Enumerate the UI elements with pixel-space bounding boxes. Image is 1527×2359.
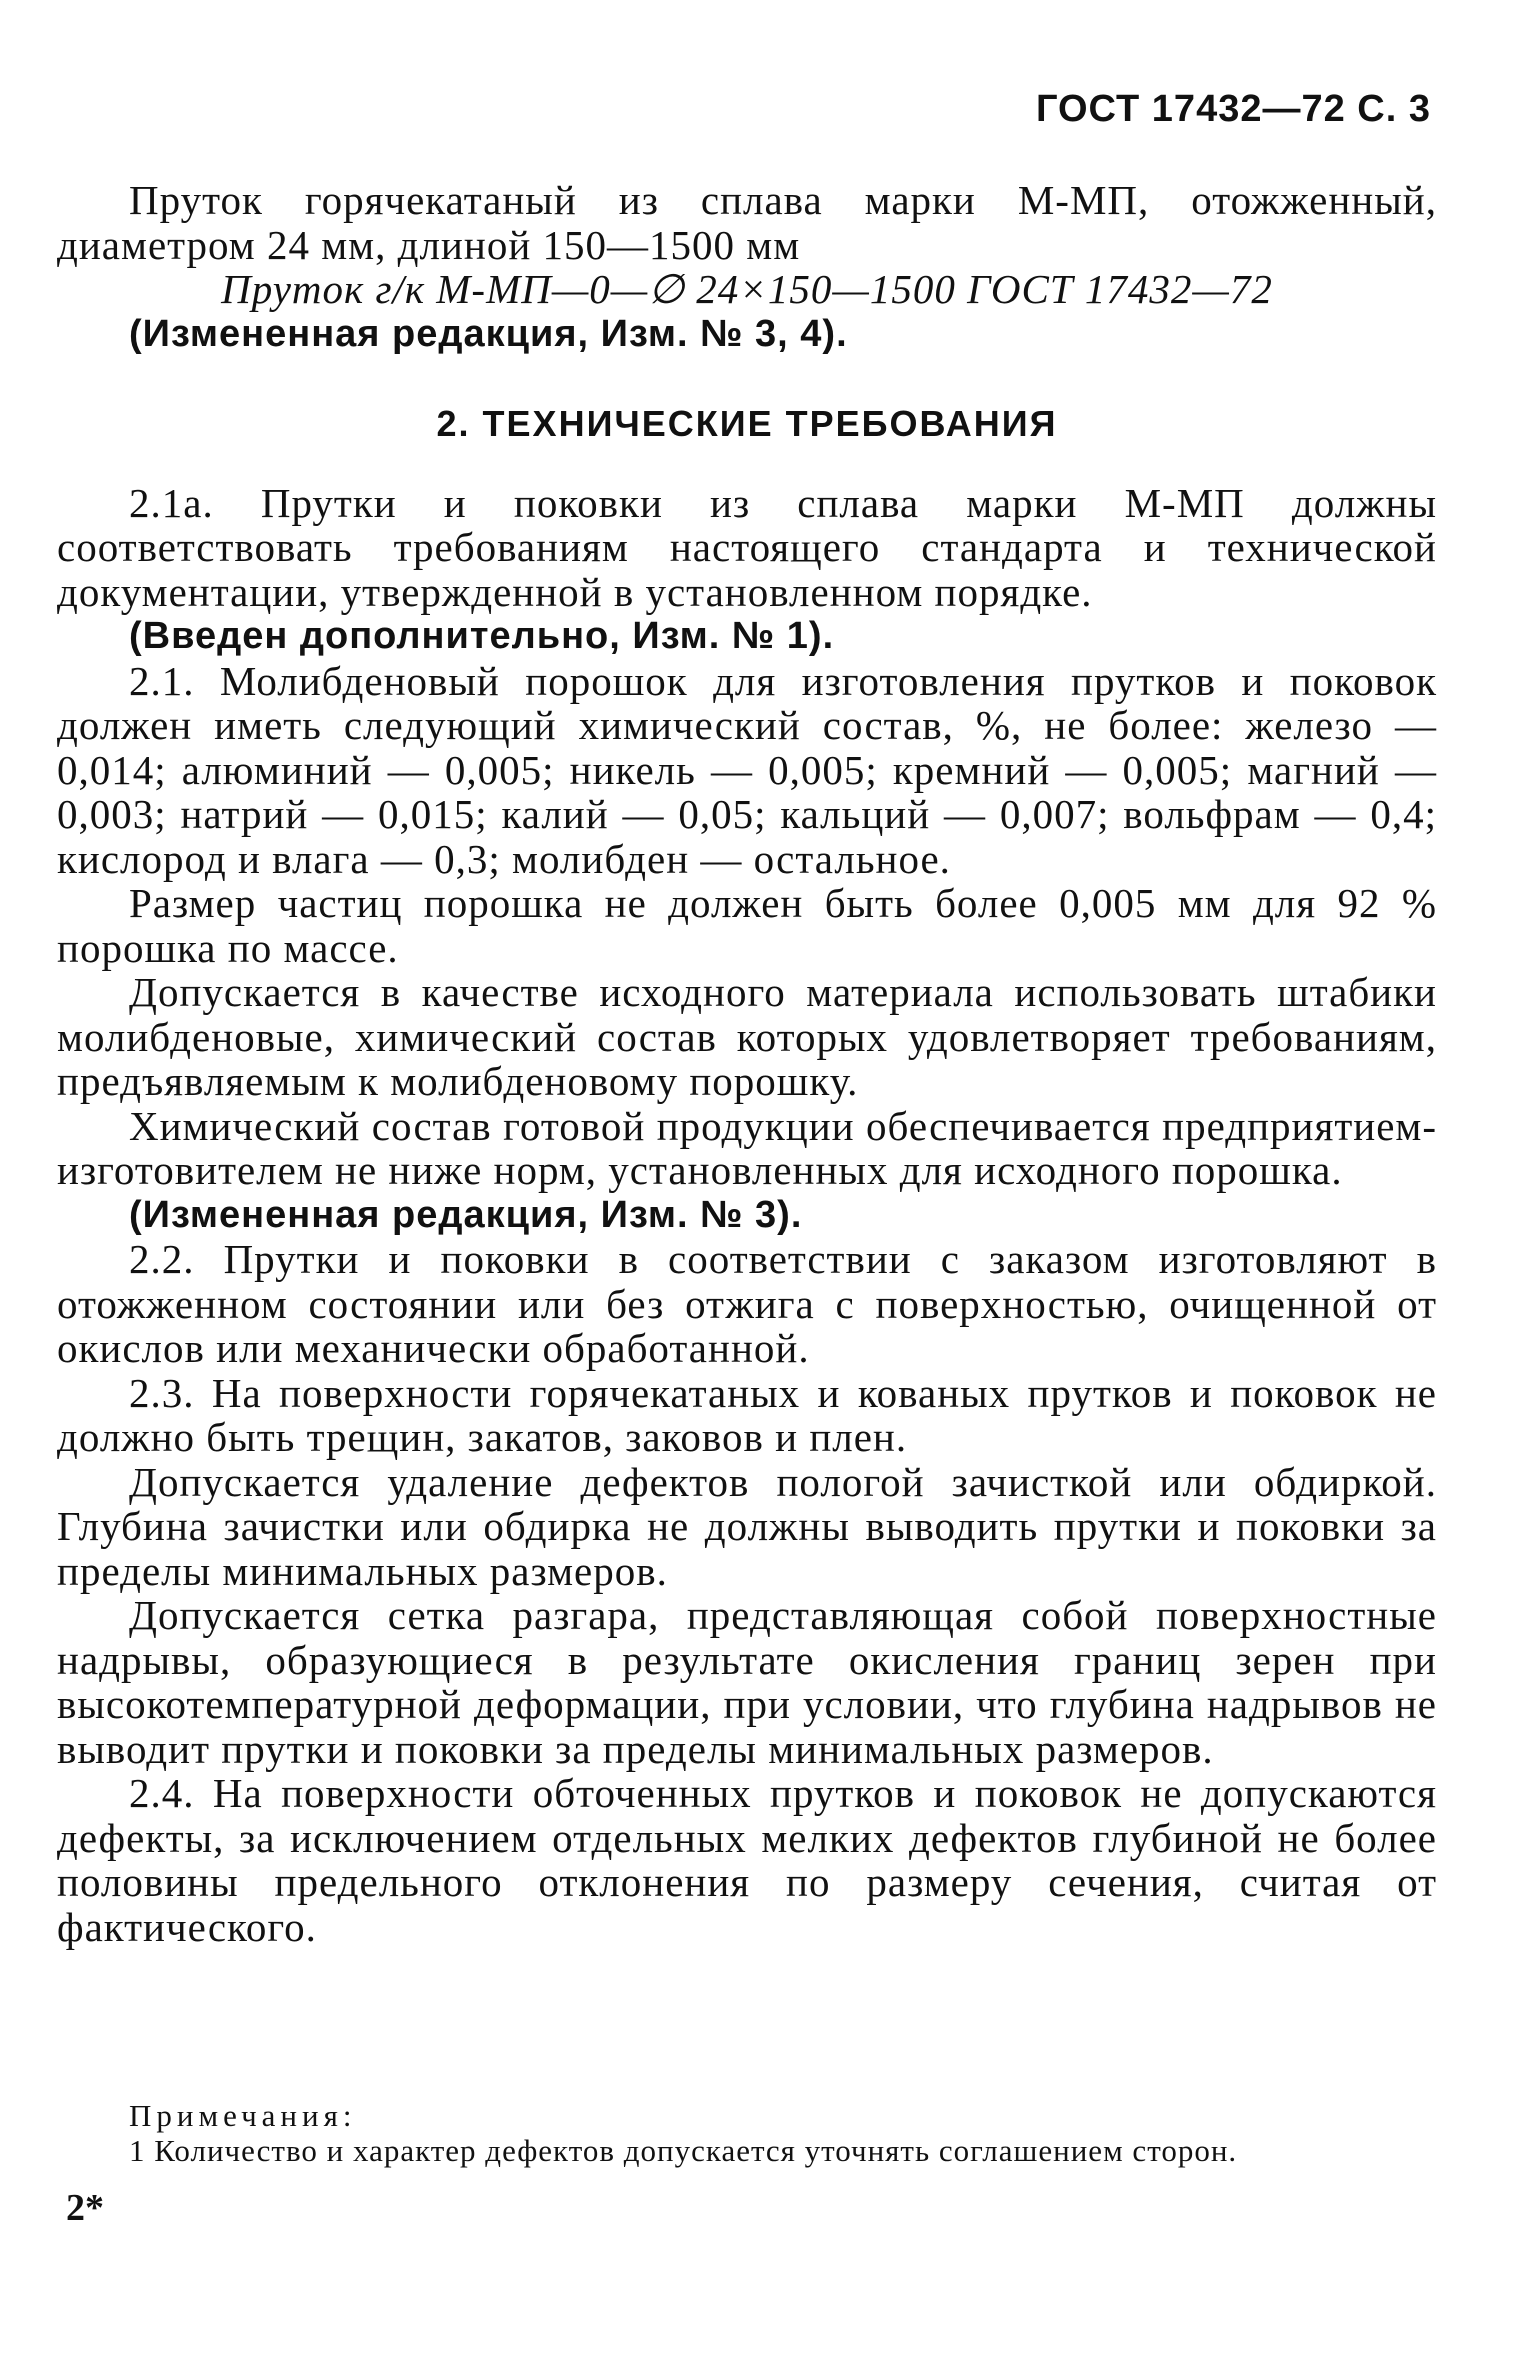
revision-note-2: (Введен дополнительно, Изм. № 1).	[129, 615, 835, 657]
designation-example: Пруток г/к М-МП—0—∅ 24×150—1500 ГОСТ 17432—72	[221, 266, 1273, 312]
paragraph-initial-material: Допускается в качестве исходного материала использовать штабики молибденовые, химический состав которых удовлетворяет требованиям, предъявляемым к молибденовому порошку.	[57, 969, 1437, 1104]
revision-note-1: (Измененная редакция, Изм. № 3, 4).	[129, 312, 848, 355]
paragraph-2-3: 2.3. На поверхности горячекатаных и кованых прутков и поковок не должно быть трещин, закатов, заковов и плен.	[57, 1369, 1437, 1460]
note-item-1: 1 Количество и характер дефектов допускается уточнять соглашением сторон.	[129, 2133, 1238, 2168]
revision-note-3: (Измененная редакция, Изм. № 3).	[129, 1193, 803, 1236]
section-title: 2. ТЕХНИЧЕСКИЕ ТРЕБОВАНИЯ	[436, 403, 1058, 444]
page-header: ГОСТ 17432—72 С. 3	[1035, 88, 1431, 130]
example-paragraph: Пруток горячекатаный из сплава марки М-МП, отожженный, диаметром 24 мм, длиной 150—1500 мм	[57, 177, 1437, 268]
page-mark: 2*	[66, 2187, 104, 2229]
paragraph-crack-grid: Допускается сетка разгара, представляющая собой поверхностные надрывы, образующиеся в результате окисления границ зерен при высокотемпературной деформации, при условии, что глубина надрывов не выводит прутки и поковки за пределы минимальных размеров.	[57, 1592, 1437, 1772]
paragraph-defect-removal: Допускается удаление дефектов пологой зачисткой или обдиркой. Глубина зачистки или обдирка не должны выводить прутки и поковки за пределы минимальных размеров.	[57, 1458, 1437, 1594]
paragraph-2-4: 2.4. На поверхности обточенных прутков и поковок не допускаются дефекты, за исключением отдельных мелких дефектов глубиной не более половины предельного отклонения по размеру сечения, считая от фактического.	[57, 1770, 1437, 1950]
document-body	[57, 178, 1437, 1949]
paragraph-chemical-composition: Химический состав готовой продукции обеспечивается предприятием-изготовителем не ниже норм, установленных для исходного порошка.	[57, 1102, 1437, 1193]
notes-title: Примечания:	[129, 2098, 357, 2133]
notes-section	[57, 2098, 1437, 2168]
paragraph-particle-size: Размер частиц порошка не должен быть более 0,005 мм для 92 % порошка по массе.	[57, 880, 1437, 971]
paragraph-2-1: 2.1. Молибденовый порошок для изготовления прутков и поковок должен иметь следующий химический состав, %, не более: железо — 0,014; алюминий — 0,005; никель — 0,005; кремний — 0,005; магний — 0,003; натрий — 0,015; калий — 0,05; кальций — 0,007; вольфрам — 0,4; кислород и влага — 0,3; молибден — остальное.	[57, 657, 1437, 882]
paragraph-2-1a: 2.1а. Прутки и поковки из сплава марки М-МП должны соответствовать требованиям настоящего стандарта и технической документации, утвержденной в установленном порядке.	[57, 479, 1437, 615]
paragraph-2-2: 2.2. Прутки и поковки в соответствии с заказом изготовляют в отожженном состоянии или без отжига с поверхностью, очищенной от окислов или механически обработанной.	[57, 1236, 1437, 1371]
